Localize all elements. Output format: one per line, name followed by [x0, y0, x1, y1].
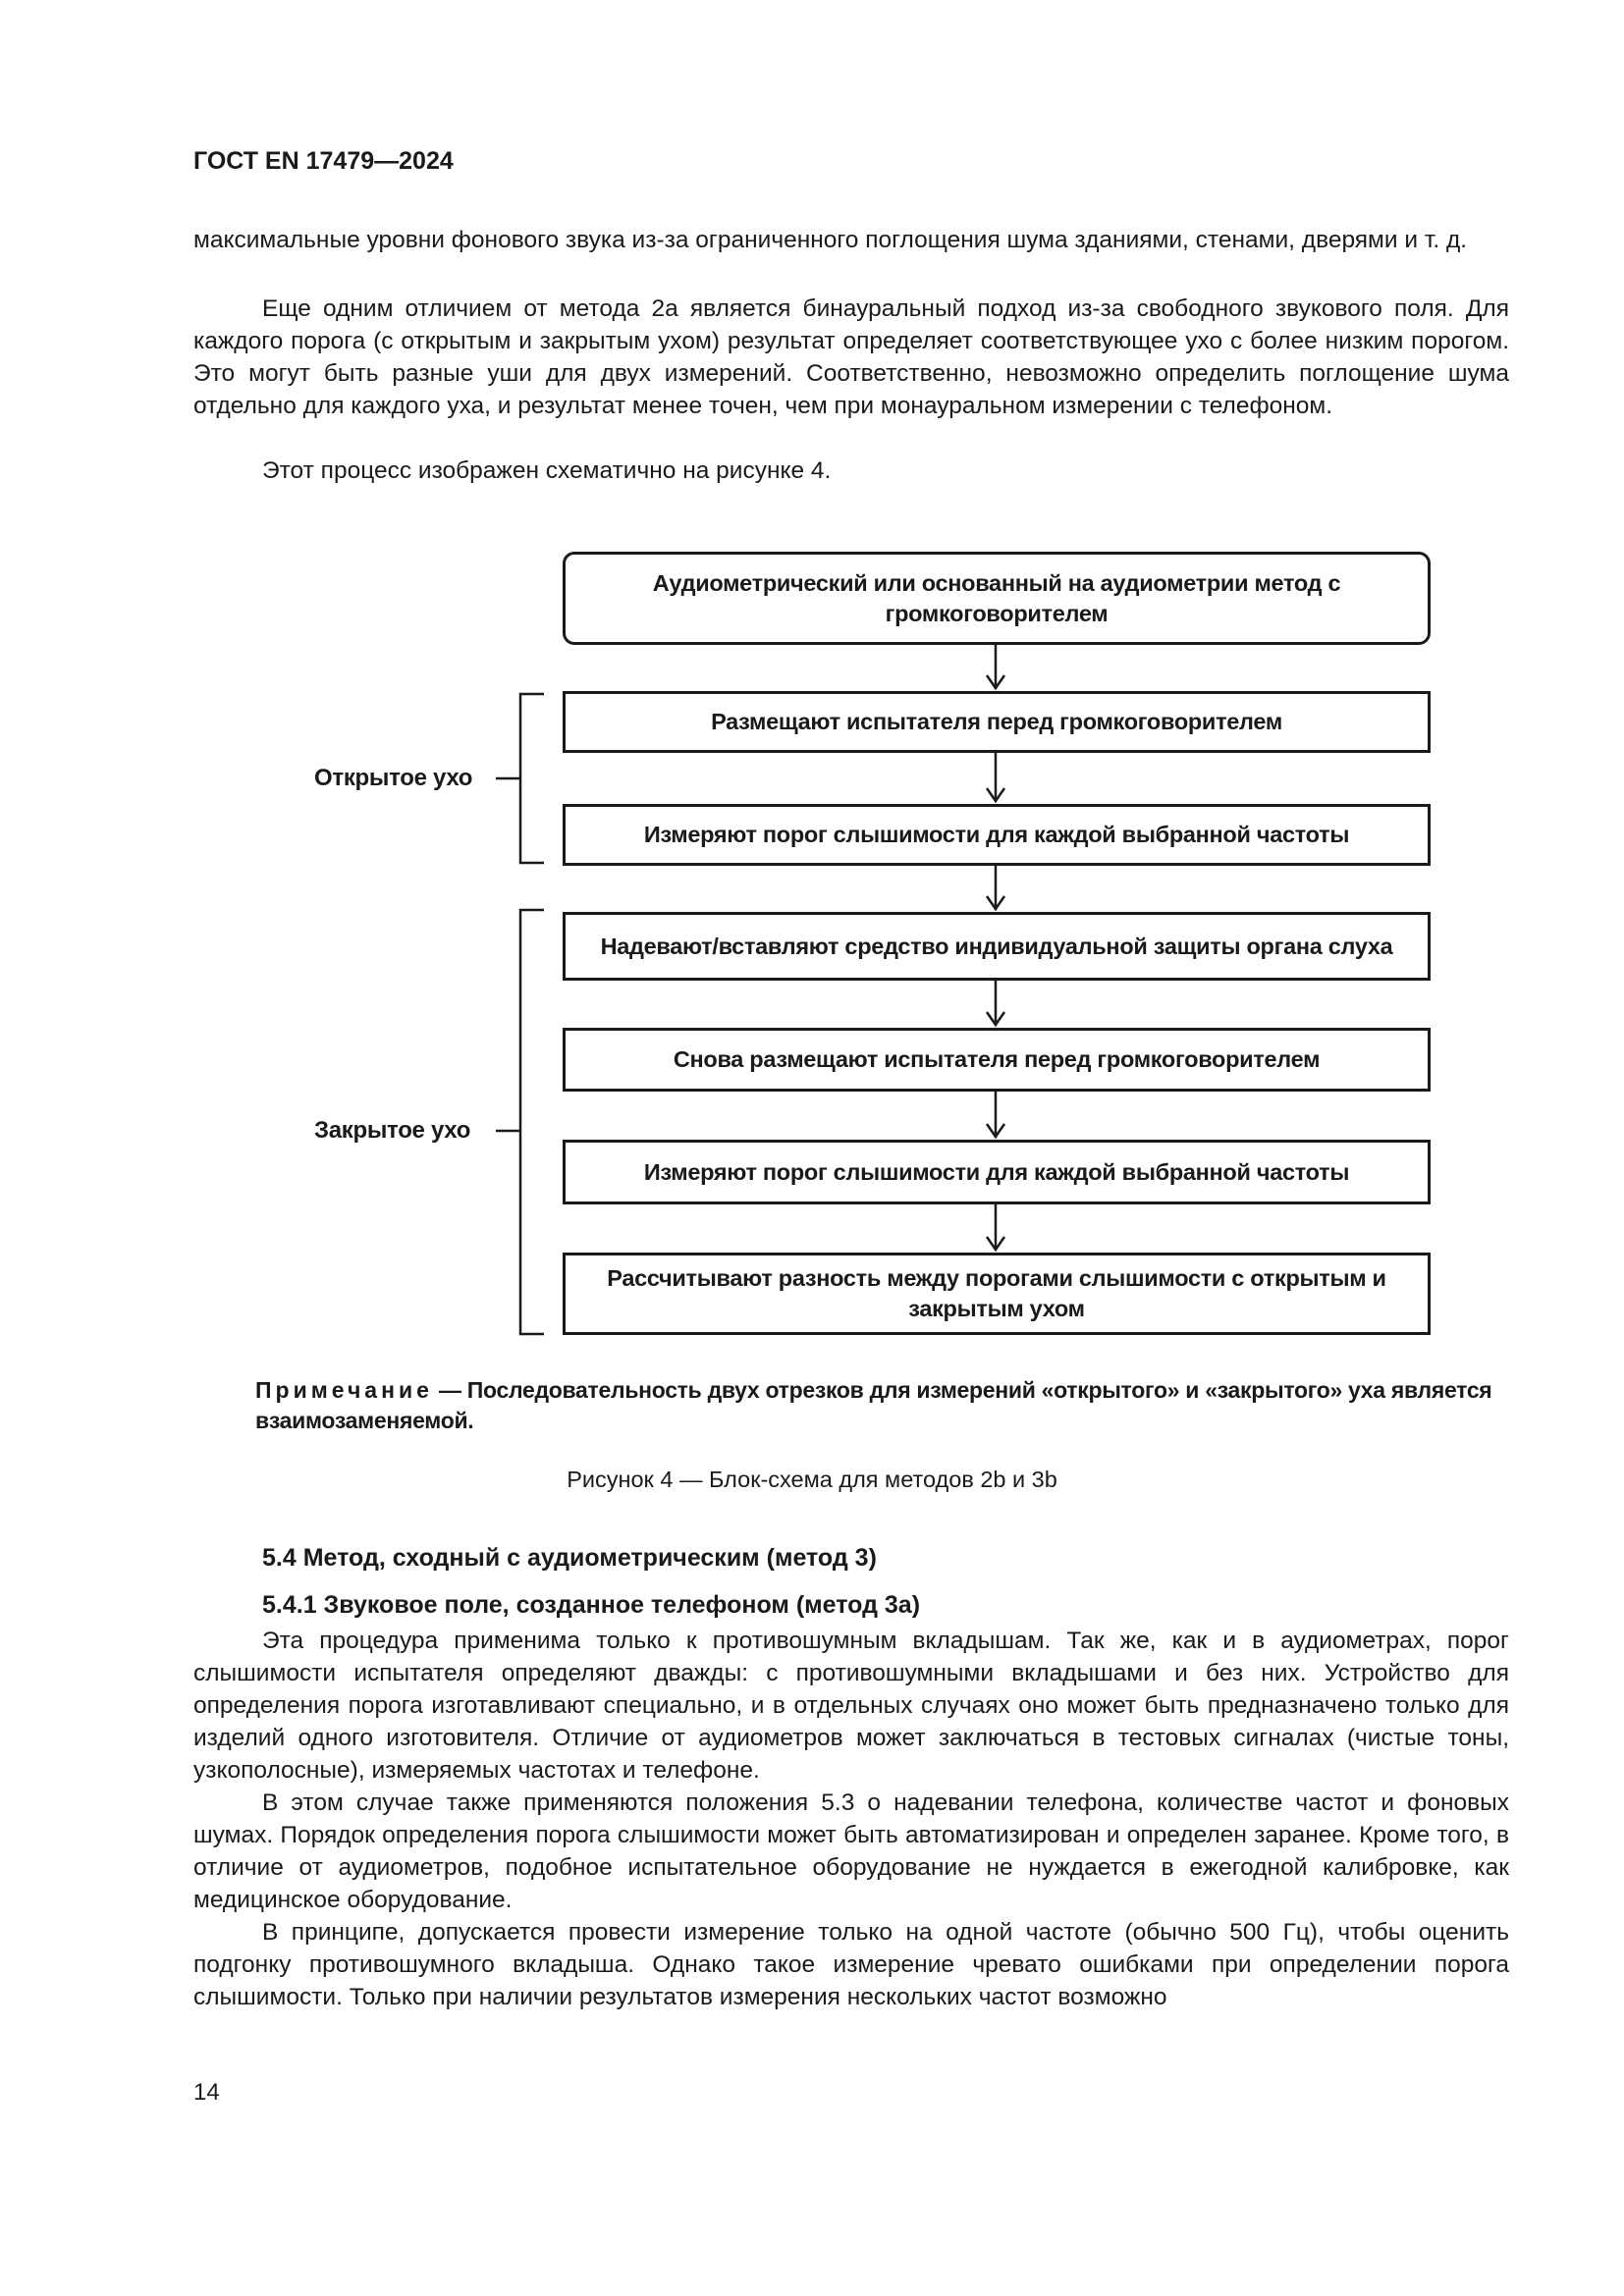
note-text: — Последовательность двух отрезков для измерений «открытого» и «закрытого» уха является взаимозаменяемой. — [255, 1377, 1492, 1433]
section-heading-5-4: 5.4 Метод, сходный с аудиометрическим (метод 3) — [262, 1544, 877, 1572]
section-paragraph-2: В этом случае также применяются положения 5.3 о надевании телефона, количестве частот и фоновых шумах. Порядок определения порога слышимости может быть автоматизирован и определен заранее. Кроме того, в отличие от аудиометров, подобное испытательное оборудование не нуждается в ежегодной калибровке, как медицинское оборудование. — [193, 1789, 1509, 1913]
section-paragraph-3: В принципе, допускается провести измерение только на одной частоте (обычно 500 Гц), чтобы оценить подгонку противошумного вкладыша. Однако такое измерение чревато ошибками при определении порога слышимости. Только при наличии результатов измерения нескольких частот возможно — [193, 1919, 1509, 2010]
intro-paragraph-3: Этот процесс изображен схематично на рисунке 4. — [262, 457, 832, 484]
document-header: ГОСТ EN 17479—2024 — [193, 147, 454, 175]
open-ear-label: Открытое ухо — [314, 765, 473, 791]
note-label: Примечание — [255, 1377, 433, 1403]
section-paragraph-1: Эта процедура применима только к противошумным вкладышам. Так же, как и в аудиометрах, порог слышимости испытателя определяют дважды: с противошумными вкладышами и без них. Устройство для определения порога изготавливают специально, и в отдельных случаях оно может быть предназначено только для изделий одного изготовителя. Отличие от аудиометров может заключаться в тестовых сигналах (чистые тоны, узкополосные), измеряемых частотах и телефоне. — [193, 1628, 1509, 1784]
intro-paragraph-2: Еще одним отличием от метода 2а является бинауральный подход из-за свободного звукового поля. Для каждого порога (с открытым и закрытым ухом) результат определяет соответствующее ухо с более низким порогом. Это могут быть разные уши для двух измерений. Соответственно, невозможно определить поглощение шума отдельно для каждого уха, и результат менее точен, чем при монауральном измерении с телефоном. — [193, 295, 1509, 419]
figure-note — [255, 1375, 1512, 1436]
flowchart-step-1: Размещают испытателя перед громкоговорителем — [563, 691, 1431, 753]
figure-caption: Рисунок 4 — Блок-схема для методов 2b и 3b — [567, 1467, 1057, 1492]
flowchart-step-4: Снова размещают испытателя перед громкоговорителем — [563, 1028, 1431, 1092]
section-heading-5-4-1: 5.4.1 Звуковое поле, созданное телефоном (метод 3а) — [262, 1591, 921, 1619]
flowchart-step-5: Измеряют порог слышимости для каждой выбранной частоты — [563, 1140, 1431, 1204]
flowchart-step-2: Измеряют порог слышимости для каждой выбранной частоты — [563, 804, 1431, 866]
flowchart-start-box: Аудиометрический или основанный на аудиометрии метод с громкоговорителем — [563, 552, 1431, 645]
flowchart-step-6: Рассчитывают разность между порогами слышимости с открытым и закрытым ухом — [563, 1253, 1431, 1335]
page-number: 14 — [193, 2079, 220, 2106]
flowchart-step-3: Надевают/вставляют средство индивидуальной защиты органа слуха — [563, 912, 1431, 981]
closed-ear-label: Закрытое ухо — [314, 1117, 471, 1144]
intro-paragraph-1: максимальные уровни фонового звука из-за ограниченного поглощения шума зданиями, стенами, дверями и т. д. — [193, 227, 1468, 253]
